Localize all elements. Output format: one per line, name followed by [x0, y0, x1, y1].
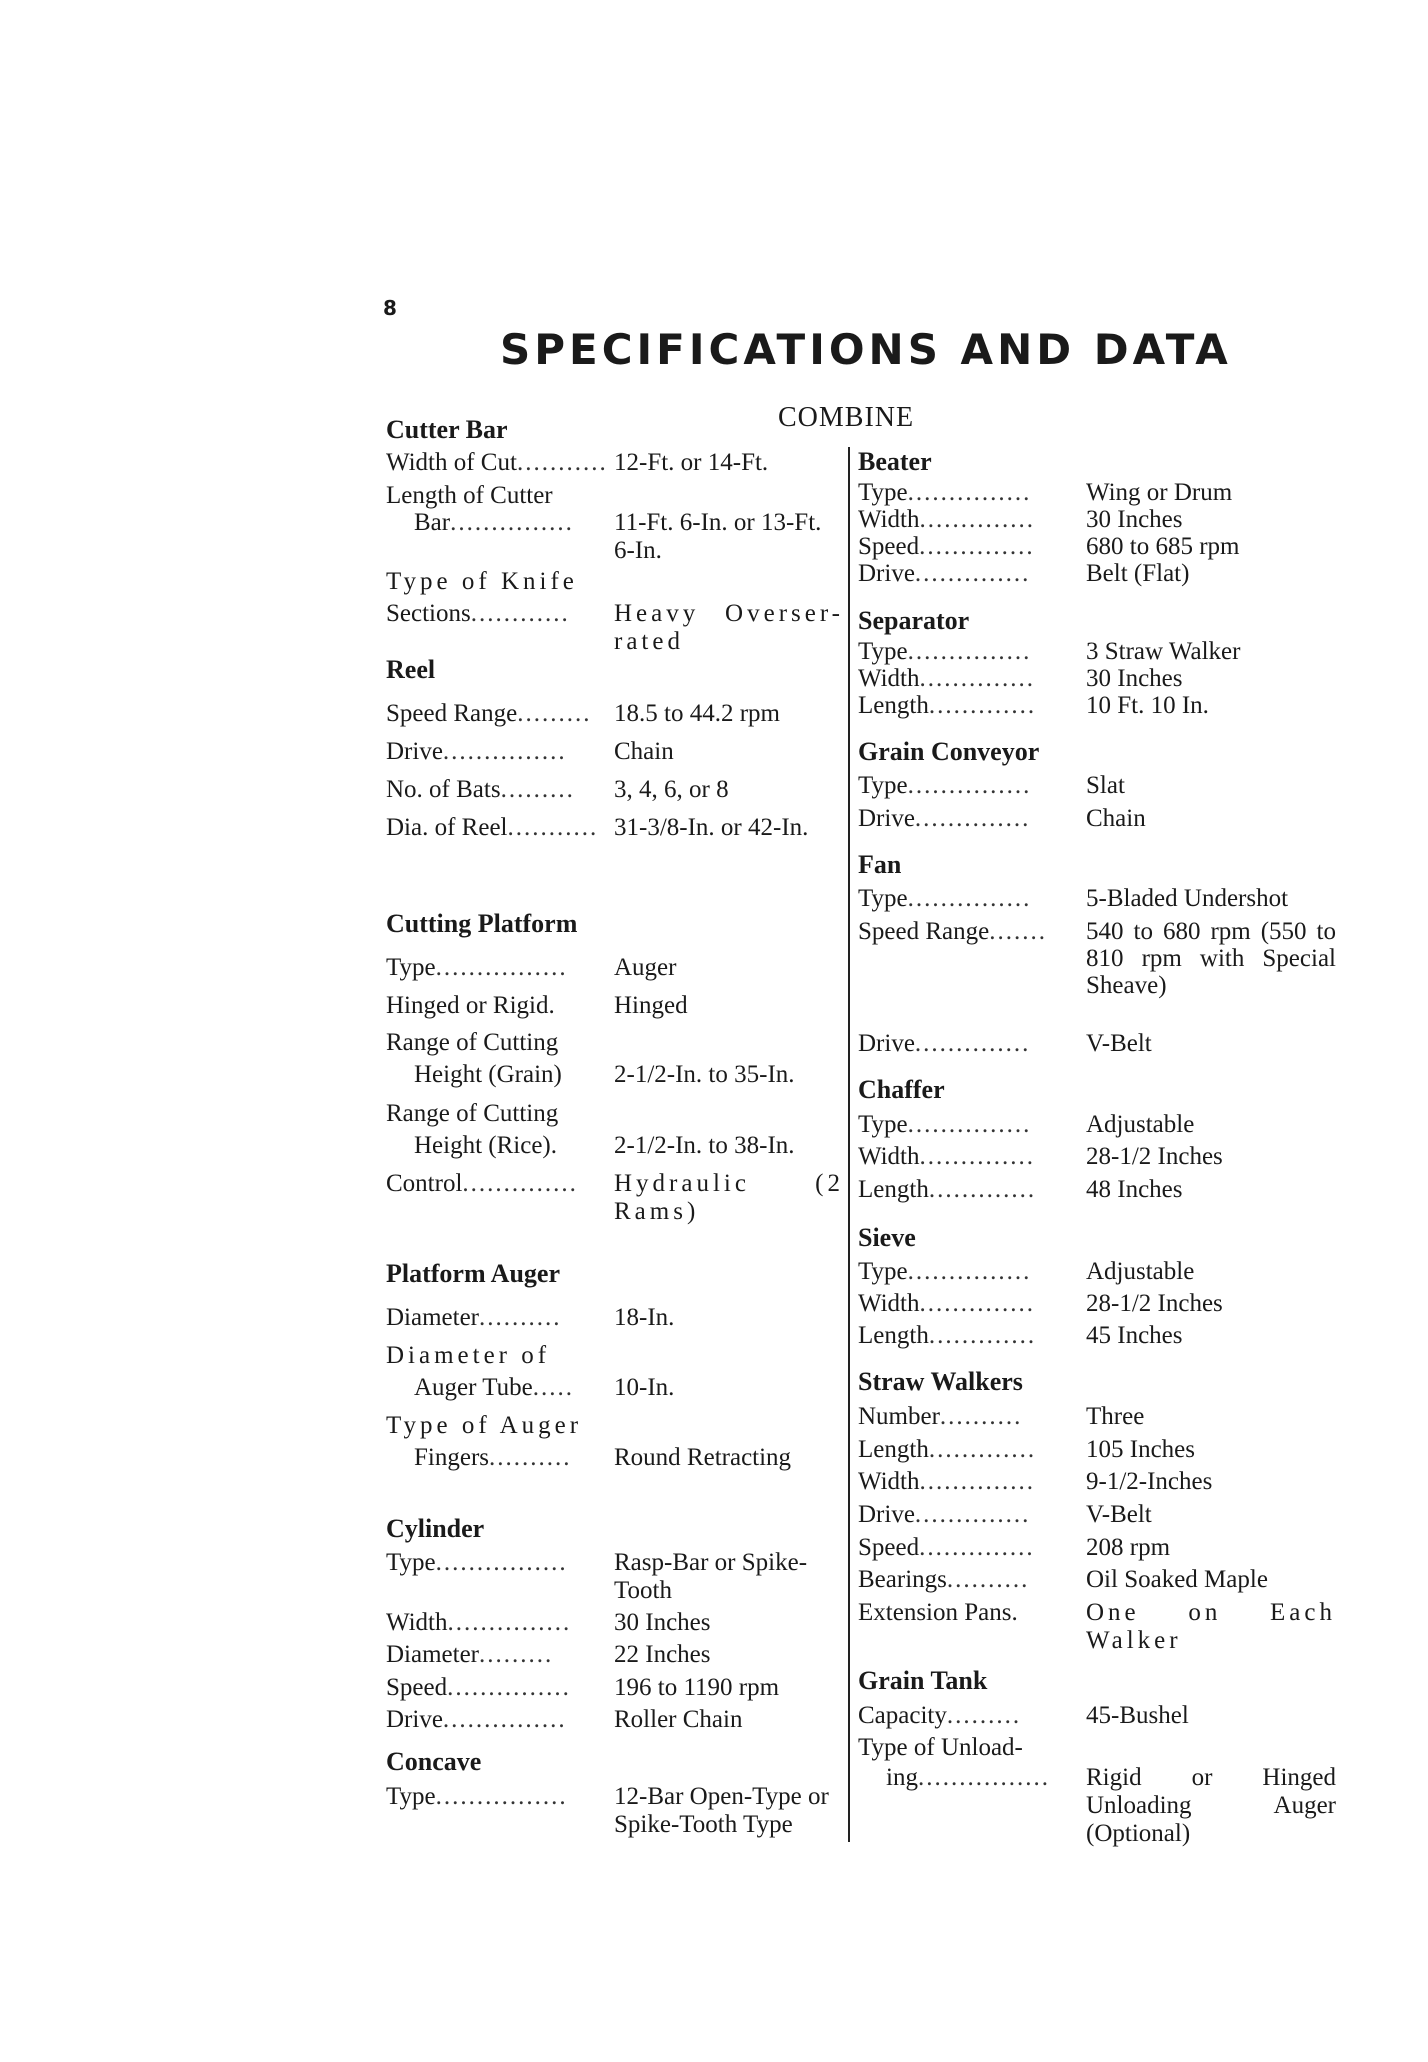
spec-value: Three [1086, 1403, 1145, 1430]
page-title: SPECIFICATIONS AND DATA [500, 325, 1232, 374]
spec-value: 208 rpm [1086, 1534, 1171, 1561]
spec-label: Speed Range [386, 700, 518, 727]
spec-value: 28-1/2 Inches [1086, 1290, 1223, 1317]
spec-value: 30 Inches [1086, 665, 1183, 692]
section-title-reel: Reel [386, 655, 436, 684]
spec-label: Drive [858, 805, 915, 832]
section-title-beater: Beater [858, 447, 932, 476]
spec-label: Speed Range [858, 918, 990, 945]
spec-label: Width of Cut [386, 449, 517, 476]
spec-value: Adjustable [1086, 1258, 1195, 1285]
spec-label: Length [858, 692, 929, 719]
page-number: 8 [383, 296, 397, 320]
spec-value: Slat [1086, 772, 1125, 799]
spec-value: Oil Soaked Maple [1086, 1566, 1268, 1593]
spec-label: Width [858, 1143, 920, 1170]
spec-value: 30 Inches [1086, 506, 1183, 533]
section-title-grain-tank: Grain Tank [858, 1666, 988, 1695]
section-title-platform-auger: Platform Auger [386, 1259, 561, 1288]
spec-value: Chain [614, 738, 674, 765]
spec-value: 22 Inches [614, 1641, 711, 1668]
spec-label: Height (Rice). [414, 1132, 558, 1159]
spec-value: 31-3/8-In. or 42-In. [614, 814, 809, 841]
spec-value: 45 Inches [1086, 1322, 1183, 1349]
section-title-chaffer: Chaffer [858, 1075, 945, 1104]
section-title-grain-conveyor: Grain Conveyor [858, 737, 1040, 766]
section-title-fan: Fan [858, 850, 902, 879]
spec-label: Width [858, 665, 920, 692]
spec-label: No. of Bats [386, 776, 501, 803]
spec-value: 105 Inches [1086, 1436, 1195, 1463]
spec-label: Extension Pans. [858, 1599, 1018, 1626]
spec-label: Type [858, 1111, 908, 1138]
spec-label: Type [858, 638, 908, 665]
spec-label: Width [386, 1609, 448, 1636]
spec-value: Belt (Flat) [1086, 560, 1190, 587]
spec-value: 30 Inches [614, 1609, 711, 1636]
section-title-sieve: Sieve [858, 1223, 916, 1252]
section-title-straw-walkers: Straw Walkers [858, 1367, 1023, 1396]
spec-value: 3 Straw Walker [1086, 638, 1241, 665]
spec-label: Type [858, 772, 908, 799]
spec-label: Capacity [858, 1702, 947, 1729]
spec-value: Round Retracting [614, 1444, 792, 1471]
spec-value: V-Belt [1086, 1501, 1152, 1528]
spec-label: Fingers [414, 1444, 489, 1471]
spec-value: Rigid or Hinged Unloading Auger (Optional) [1086, 1764, 1336, 1847]
spec-label: Drive [386, 738, 443, 765]
spec-value: 2-1/2-In. to 35-In. [614, 1061, 795, 1088]
spec-label: Type of Unload- [858, 1734, 1023, 1761]
spec-label: Diameter of [386, 1342, 551, 1369]
spec-value: 18-In. [614, 1304, 675, 1331]
spec-label: Type [858, 1258, 908, 1285]
spec-value: 196 to 1190 rpm [614, 1674, 780, 1701]
spec-value: 18.5 to 44.2 rpm [614, 700, 780, 727]
spec-value: 9-1/2-Inches [1086, 1468, 1213, 1495]
spec-value: 10-In. [614, 1374, 675, 1401]
spec-label: Type [386, 954, 436, 981]
spec-label: Height (Grain) [414, 1061, 562, 1088]
spec-label: Width [858, 1290, 920, 1317]
spec-label: ing [886, 1764, 918, 1791]
spec-value: 3, 4, 6, or 8 [614, 776, 729, 803]
spec-value: 12-Ft. or 14-Ft. [614, 449, 769, 476]
spec-value: 45-Bushel [1086, 1702, 1189, 1729]
section-title-cutting-platform: Cutting Platform [386, 909, 578, 938]
spec-label: Length [858, 1176, 929, 1203]
spec-value: Hinged [614, 992, 688, 1019]
spec-value: Adjustable [1086, 1111, 1195, 1138]
section-title-cylinder: Cylinder [386, 1514, 485, 1543]
spec-label: Drive [858, 1501, 915, 1528]
page-subtitle: COMBINE [778, 402, 915, 433]
spec-value: 28-1/2 Inches [1086, 1143, 1223, 1170]
spec-label: Control [386, 1170, 463, 1197]
spec-label: Drive [858, 1030, 915, 1057]
spec-label: Length [858, 1322, 929, 1349]
column-divider [848, 447, 850, 1842]
spec-label: Length of Cutter [386, 482, 553, 509]
spec-value: Rasp-Bar or Spike-Tooth [614, 1549, 808, 1604]
spec-label: Bearings [858, 1566, 947, 1593]
spec-value: 540 to 680 rpm (550 to 810 rpm with Special Sheave) [1086, 918, 1336, 999]
spec-label: Hinged or Rigid. [386, 992, 555, 1019]
spec-label: Length [858, 1436, 929, 1463]
spec-label: Drive [386, 1706, 443, 1733]
spec-value: 680 to 685 rpm [1086, 533, 1240, 560]
spec-label: Speed [858, 1534, 920, 1561]
spec-value: One on Each Walker [1086, 1599, 1336, 1654]
spec-label: Type of Auger [386, 1412, 583, 1439]
spec-value: 5-Bladed Undershot [1086, 885, 1289, 912]
spec-value: Chain [1086, 805, 1146, 832]
spec-value: 2-1/2-In. to 38-In. [614, 1132, 795, 1159]
spec-label: Number [858, 1403, 940, 1430]
spec-label: Width [858, 1468, 920, 1495]
spec-label: Range of Cutting [386, 1100, 559, 1127]
section-title-separator: Separator [858, 606, 970, 635]
spec-label: Type [386, 1783, 436, 1810]
spec-value: Wing or Drum [1086, 479, 1233, 506]
spec-value: 10 Ft. 10 In. [1086, 692, 1209, 719]
spec-label: Bar [414, 509, 451, 536]
spec-value: 11-Ft. 6-In. or 13-Ft. 6-In. [614, 509, 822, 564]
spec-value: 12-Bar Open-Type or Spike-Tooth Type [614, 1783, 829, 1838]
spec-label: Range of Cutting [386, 1029, 559, 1056]
spec-value: Auger [614, 954, 677, 981]
spec-label: Type [858, 479, 908, 506]
spec-value: V-Belt [1086, 1030, 1152, 1057]
spec-label: Drive [858, 560, 915, 587]
section-title-cutter-bar: Cutter Bar [386, 415, 508, 444]
spec-label: Dia. of Reel [386, 814, 508, 841]
spec-value: Hydraulic (2 Rams) [614, 1170, 844, 1225]
spec-label: Diameter [386, 1304, 480, 1331]
spec-label: Type of Knife [386, 568, 578, 595]
spec-value: Heavy Overser-rated [614, 600, 844, 655]
spec-label: Speed [386, 1674, 448, 1701]
spec-label: Type [386, 1549, 436, 1576]
spec-value: 48 Inches [1086, 1176, 1183, 1203]
spec-label: Diameter [386, 1641, 480, 1668]
spec-label: Speed [858, 533, 920, 560]
spec-value: Roller Chain [614, 1706, 743, 1733]
spec-label: Sections [386, 600, 471, 627]
spec-label: Width [858, 506, 920, 533]
spec-label: Type [858, 885, 908, 912]
section-title-concave: Concave [386, 1747, 482, 1776]
spec-label: Auger Tube [414, 1374, 533, 1401]
